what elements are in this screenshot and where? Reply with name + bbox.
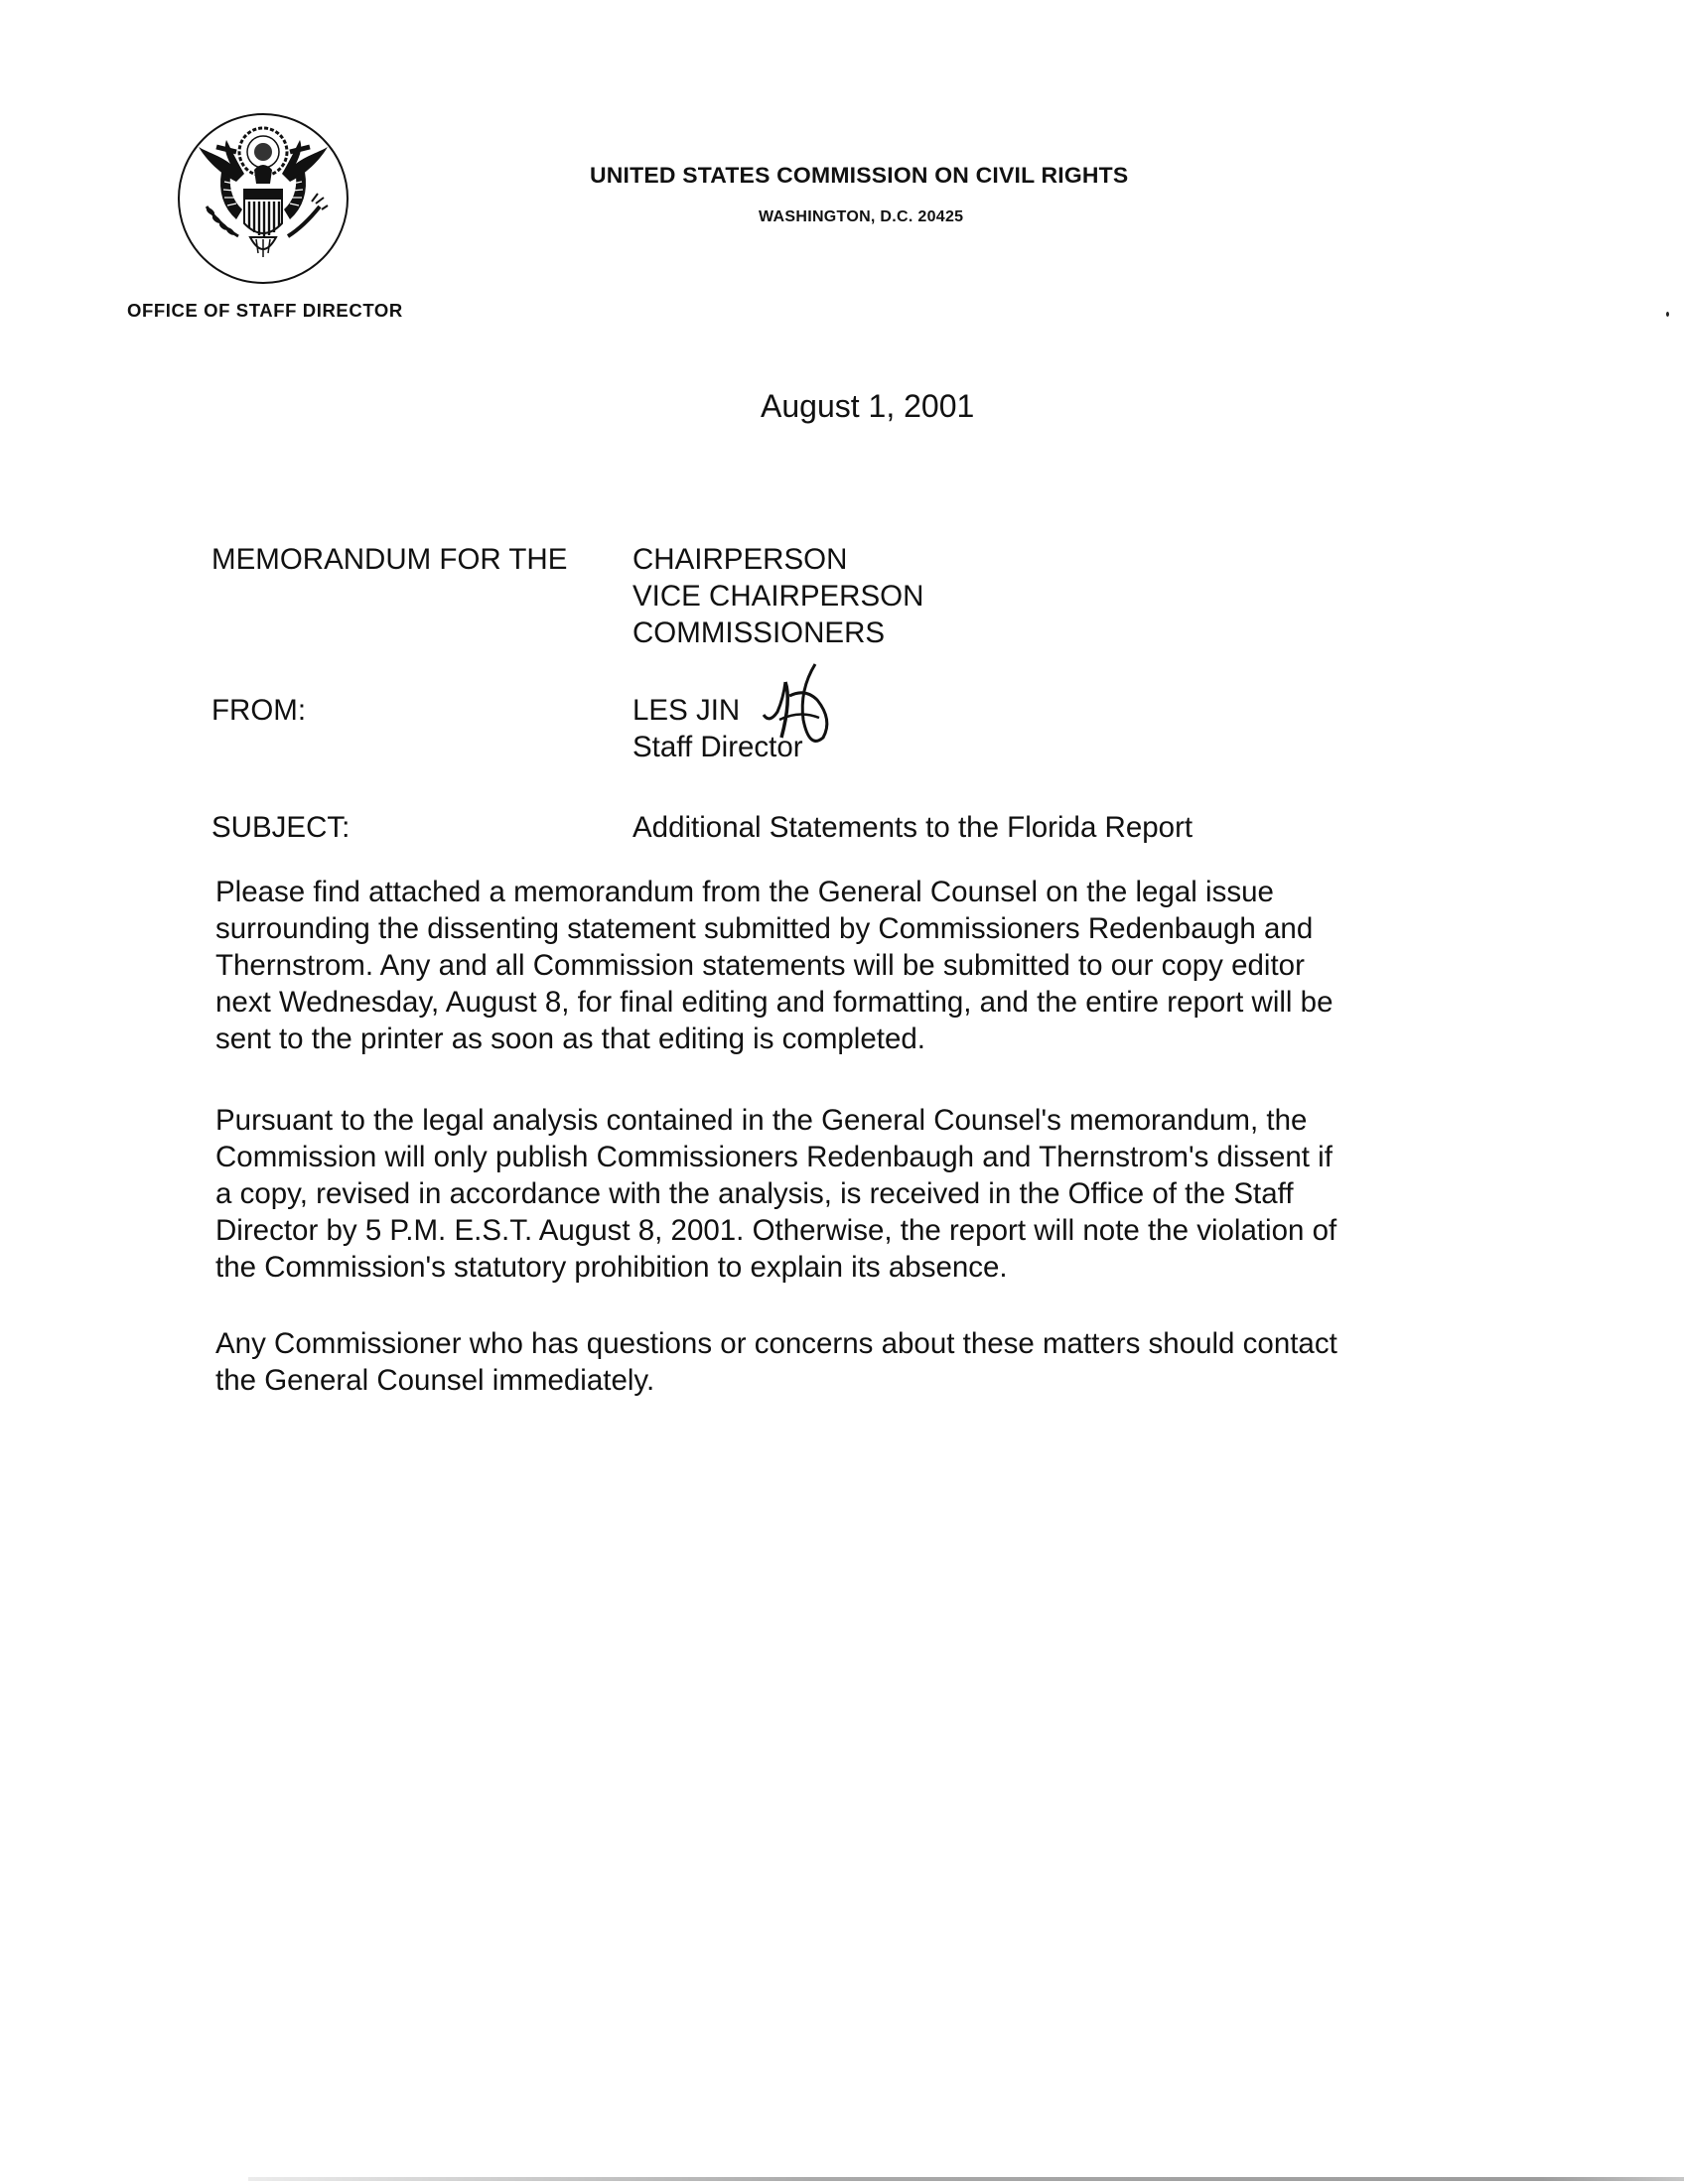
scan-speck	[1666, 312, 1669, 317]
from-label: FROM:	[211, 694, 307, 727]
body-line: the General Counsel immediately.	[215, 1364, 655, 1397]
body-line: a copy, revised in accordance with the analysis, is received in the Office of the Staff	[215, 1177, 1294, 1210]
body-line: surrounding the dissenting statement submitted by Commissioners Redenbaugh and	[215, 912, 1314, 945]
body-paragraph-2	[215, 1102, 1536, 1286]
signature-icon	[760, 660, 844, 754]
subject-label: SUBJECT:	[211, 811, 351, 844]
body-line: Please find attached a memorandum from the General Counsel on the legal issue	[215, 876, 1274, 908]
memo-date: August 1, 2001	[761, 388, 975, 424]
scan-edge-line	[248, 2177, 1684, 2181]
body-paragraph-1	[215, 874, 1536, 1057]
body-paragraph-3	[215, 1325, 1536, 1399]
memo-to-label: MEMORANDUM FOR THE	[211, 543, 568, 576]
office-name: OFFICE OF STAFF DIRECTOR	[127, 300, 403, 321]
body-line: next Wednesday, August 8, for final editing and formatting, and the entire report will be	[215, 986, 1333, 1019]
body-line: sent to the printer as soon as that editing is completed.	[215, 1023, 925, 1055]
body-line: Commission will only publish Commissioners Redenbaugh and Thernstrom's dissent if	[215, 1141, 1333, 1173]
body-line: Pursuant to the legal analysis contained in the General Counsel's memorandum, the	[215, 1104, 1308, 1137]
recipient-vice-chairperson: VICE CHAIRPERSON	[632, 580, 924, 613]
body-line: Thernstrom. Any and all Commission statements will be submitted to our copy editor	[215, 949, 1305, 982]
recipient-commissioners: COMMISSIONERS	[632, 616, 886, 649]
body-line: Director by 5 P.M. E.S.T. August 8, 2001. Otherwise, the report will note the violation of	[215, 1214, 1337, 1247]
body-line: Any Commissioner who has questions or concerns about these matters should contact	[215, 1327, 1337, 1360]
organization-name: UNITED STATES COMMISSION ON CIVIL RIGHTS	[590, 163, 1129, 188]
organization-address: WASHINGTON, D.C. 20425	[759, 208, 964, 225]
from-title: Staff Director	[632, 731, 803, 763]
body-line: the Commission's statutory prohibition to explain its absence.	[215, 1251, 1008, 1284]
subject-text: Additional Statements to the Florida Report	[632, 811, 1193, 844]
from-name: LES JIN	[632, 694, 741, 727]
recipient-chairperson: CHAIRPERSON	[632, 543, 848, 576]
great-seal-icon	[177, 112, 350, 285]
